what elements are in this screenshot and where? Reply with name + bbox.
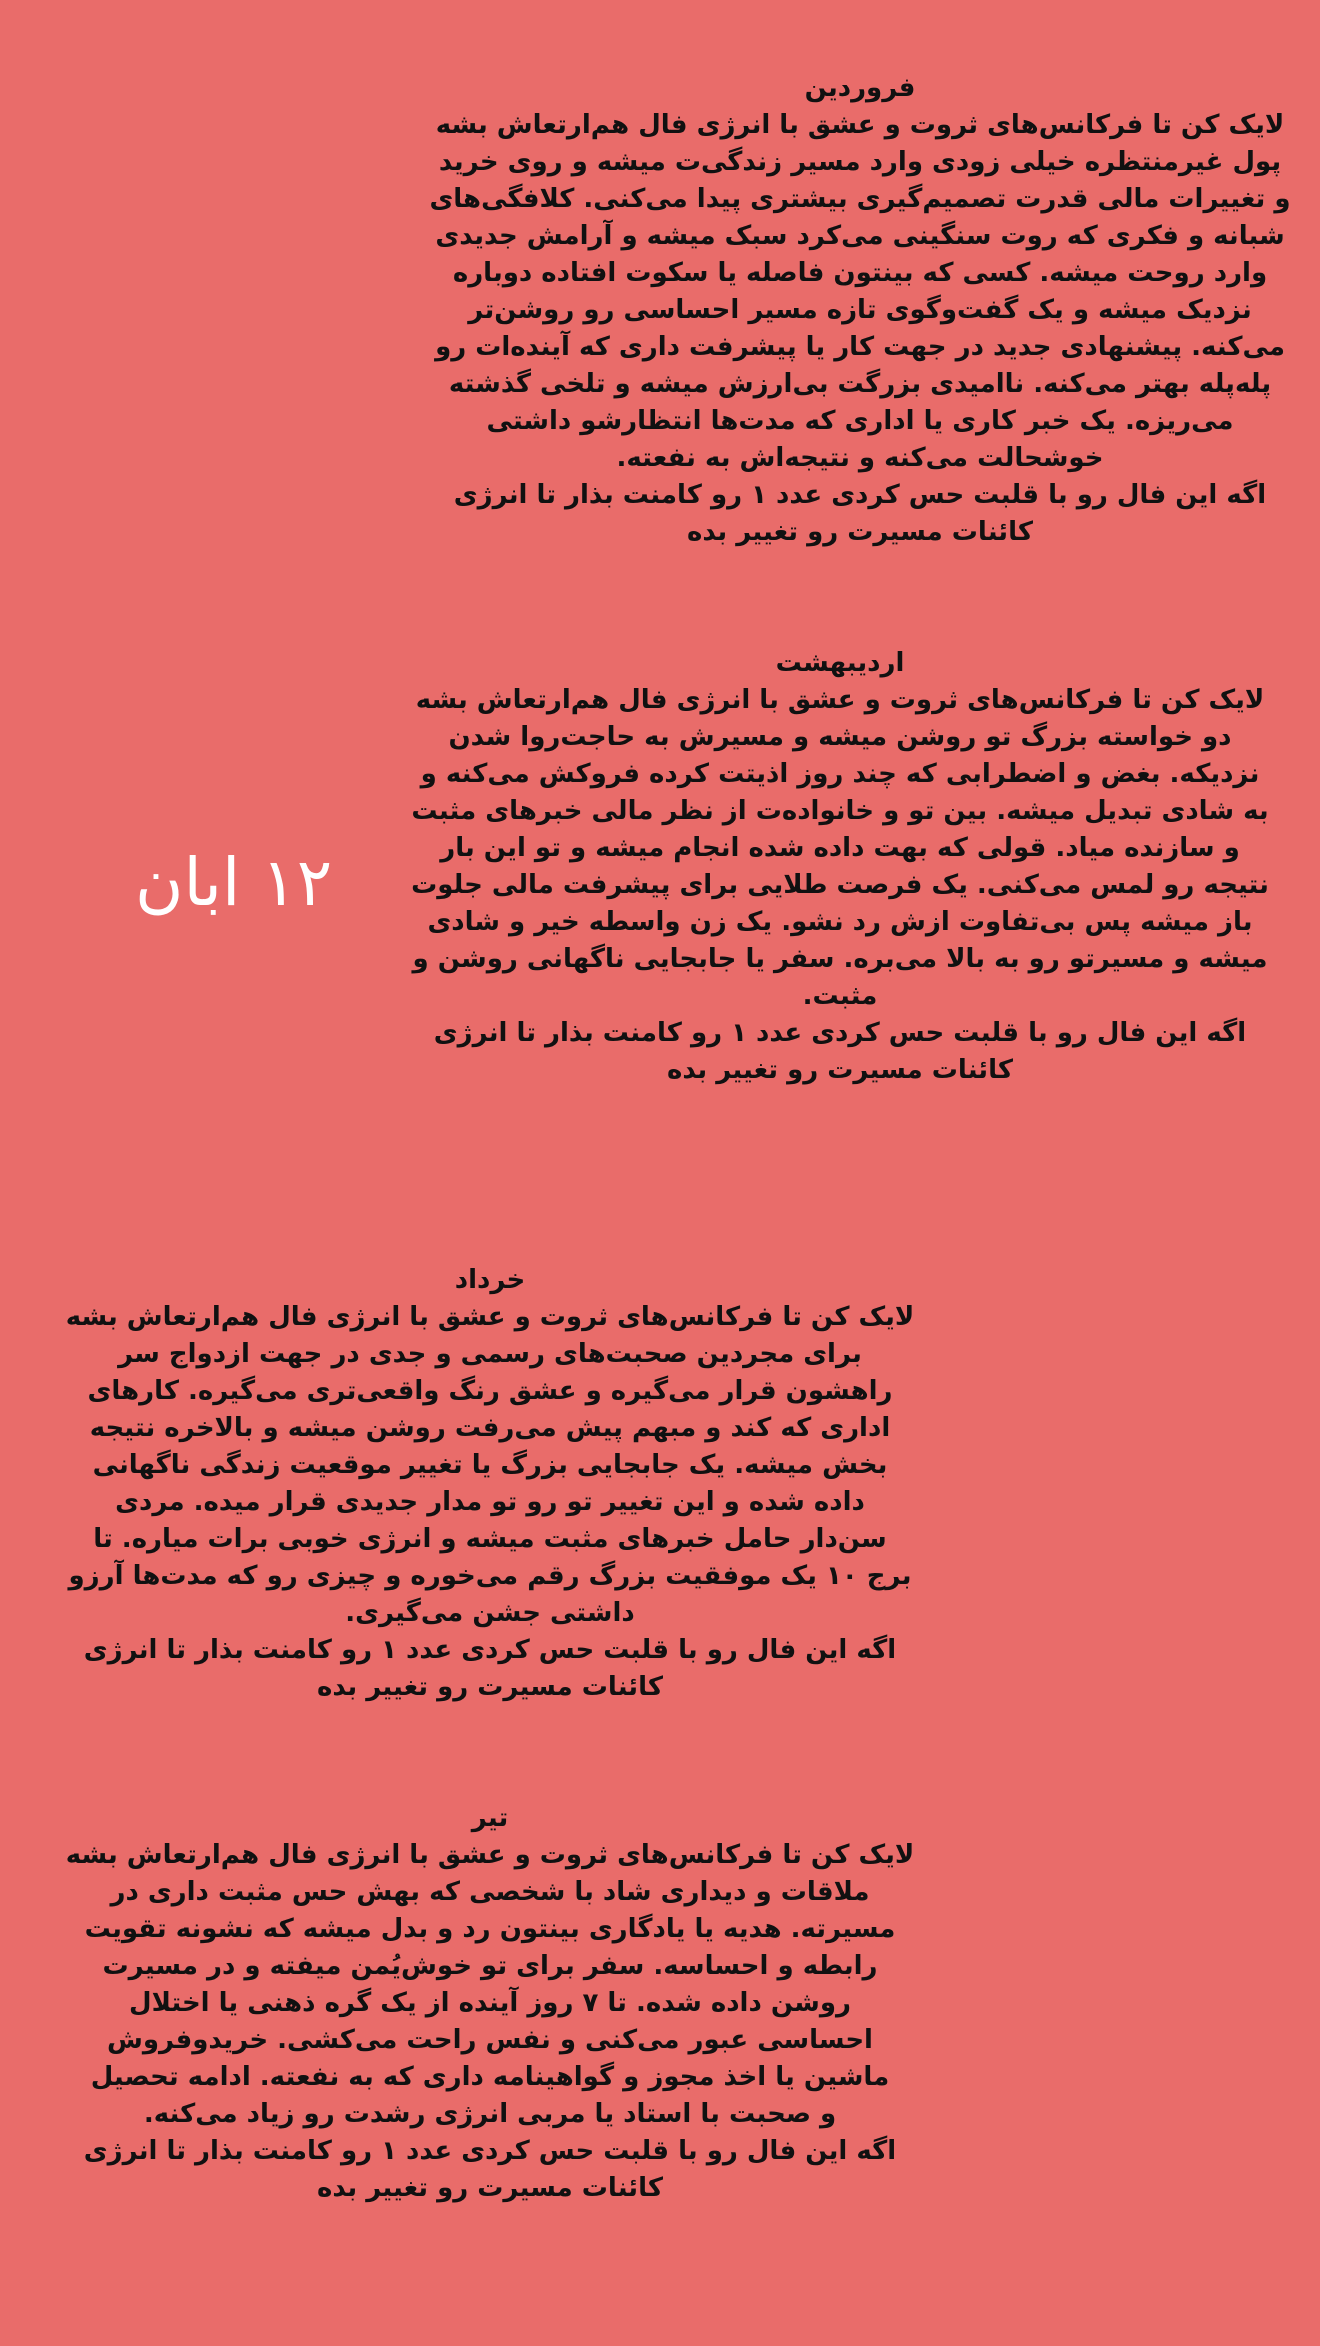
text-line: احساسی عبور می‌کنی و نفس راحت می‌کشی. خریدوفروش	[107, 2025, 873, 2055]
text-line: به شادی تبدیل میشه. بین تو و خانواده‌ت از نظر مالی خبرهای مثبت	[411, 796, 1269, 826]
text-line: باز میشه پس بی‌تفاوت ازش رد نشو. یک زن واسطه خیر و شادی	[427, 907, 1253, 937]
comment-prompt: کائنات مسیرت رو تغییر بده	[317, 2173, 663, 2203]
comment-prompt: اگه این فال رو با قلبت حس کردی عدد ۱ رو کامنت بذار تا انرژی	[433, 1018, 1247, 1048]
text-line: خوشحالت می‌کنه و نتیجه‌اش به نفعته.	[616, 443, 1104, 473]
text-line: بخش میشه. یک جابجایی بزرگ یا تغییر موقعیت زندگی ناگهانی	[92, 1450, 888, 1480]
section-title: تیر	[471, 1803, 509, 1833]
section-title: خرداد	[454, 1265, 526, 1295]
text-line: می‌ریزه. یک خبر کاری یا اداری که مدت‌ها انتظارشو داشتی	[486, 406, 1234, 436]
text-line: دو خواسته بزرگ تو روشن میشه و مسیرش به حاجت‌روا شدن	[448, 722, 1232, 752]
text-line: لایک کن تا فرکانس‌های ثروت و عشق با انرژی فال هم‌ارتعاش بشه	[435, 110, 1285, 140]
text-line: برج ۱۰ یک موفقیت بزرگ رقم می‌خوره و چیزی رو که مدت‌ها آرزو	[68, 1561, 912, 1591]
text-line: داشتی جشن می‌گیری.	[345, 1598, 635, 1628]
text-line: لایک کن تا فرکانس‌های ثروت و عشق با انرژی فال هم‌ارتعاش بشه	[65, 1302, 915, 1332]
section-title: اردیبهشت	[775, 648, 905, 678]
comment-prompt: اگه این فال رو با قلبت حس کردی عدد ۱ رو کامنت بذار تا انرژی	[453, 480, 1267, 510]
text-line: وارد روحت میشه. کسی که بینتون فاصله یا سکوت افتاده دوباره	[452, 258, 1268, 288]
comment-prompt: اگه این فال رو با قلبت حس کردی عدد ۱ رو کامنت بذار تا انرژی	[83, 2136, 897, 2166]
text-line: ماشین یا اخذ مجوز و گواهینامه داری که به نفعته. ادامه تحصیل	[90, 2062, 890, 2092]
text-line: اداری که کند و مبهم پیش می‌رفت روشن میشه و بالاخره نتیجه	[89, 1413, 891, 1443]
text-line: و سازنده میاد. قولی که بهت داده شده انجام میشه و تو این بار	[440, 833, 1240, 863]
text-line: پول غیرمنتظره خیلی زودی وارد مسیر زندگی‌ت میشه و روی خرید	[438, 147, 1282, 177]
horoscope-section-tir	[40, 1800, 940, 2207]
comment-prompt: اگه این فال رو با قلبت حس کردی عدد ۱ رو کامنت بذار تا انرژی	[83, 1635, 897, 1665]
date-label: ۱۲ ابان	[135, 844, 333, 921]
comment-prompt: کائنات مسیرت رو تغییر بده	[317, 1672, 663, 1702]
text-line: برای مجردین صحبت‌های رسمی و جدی در جهت ازدواج سر	[118, 1339, 862, 1369]
section-title: فروردین	[804, 73, 916, 103]
text-line: نزدیک میشه و یک گفت‌وگوی تازه مسیر احساسی رو روشن‌تر	[468, 295, 1252, 325]
text-line: و صحبت با استاد یا مربی انرژی رشدت رو زیاد می‌کنه.	[143, 2099, 837, 2129]
text-line: و تغییرات مالی قدرت تصمیم‌گیری بیشتری پیدا می‌کنی. کلافگی‌های	[429, 184, 1291, 214]
text-line: سن‌دار حامل خبرهای مثبت میشه و انرژی خوبی برات میاره. تا	[93, 1524, 887, 1554]
text-line: مثبت.	[802, 981, 878, 1011]
text-line: لایک کن تا فرکانس‌های ثروت و عشق با انرژی فال هم‌ارتعاش بشه	[65, 1840, 915, 1870]
text-line: ملاقات و دیداری شاد با شخصی که بهش حس مثبت داری در	[110, 1877, 870, 1907]
text-line: روشن داده شده. تا ۷ روز آینده از یک گره ذهنی یا اختلال	[129, 1988, 851, 2018]
text-line: راهشون قرار می‌گیره و عشق رنگ واقعی‌تری می‌گیره. کارهای	[87, 1376, 893, 1406]
text-line: رابطه و احساسه. سفر برای تو خوش‌یُمن میفته و در مسیرت	[102, 1951, 878, 1981]
text-line: نتیجه رو لمس می‌کنی. یک فرصت طلایی برای پیشرفت مالی جلوت	[411, 870, 1269, 900]
comment-prompt: کائنات مسیرت رو تغییر بده	[687, 517, 1033, 547]
horoscope-section-khordad	[40, 1262, 940, 1706]
text-line: لایک کن تا فرکانس‌های ثروت و عشق با انرژی فال هم‌ارتعاش بشه	[415, 685, 1265, 715]
comment-prompt: کائنات مسیرت رو تغییر بده	[667, 1055, 1013, 1085]
horoscope-section-ordibehesht	[380, 645, 1300, 1089]
text-line: پله‌پله بهتر می‌کنه. ناامیدی بزرگت بی‌ارزش میشه و تلخی گذشته	[448, 369, 1272, 399]
text-line: شبانه و فکری که روت سنگینی می‌کرد سبک میشه و آرامش جدیدی	[435, 221, 1285, 251]
text-line: می‌کنه. پیشنهادی جدید در جهت کار یا پیشرفت داری که آینده‌ات رو	[435, 332, 1285, 362]
text-line: میشه و مسیرتو رو به بالا می‌بره. سفر یا جابجایی ناگهانی روشن و	[412, 944, 1268, 974]
text-line: داده شده و این تغییر تو رو تو مدار جدیدی قرار میده. مردی	[115, 1487, 865, 1517]
text-line: نزدیکه. بغض و اضطرابی که چند روز اذیتت کرده فروکش می‌کنه و	[420, 759, 1260, 789]
horoscope-section-farvardin	[400, 70, 1320, 551]
text-line: مسیرته. هدیه یا یادگاری بینتون رد و بدل میشه که نشونه تقویت	[84, 1914, 896, 1944]
